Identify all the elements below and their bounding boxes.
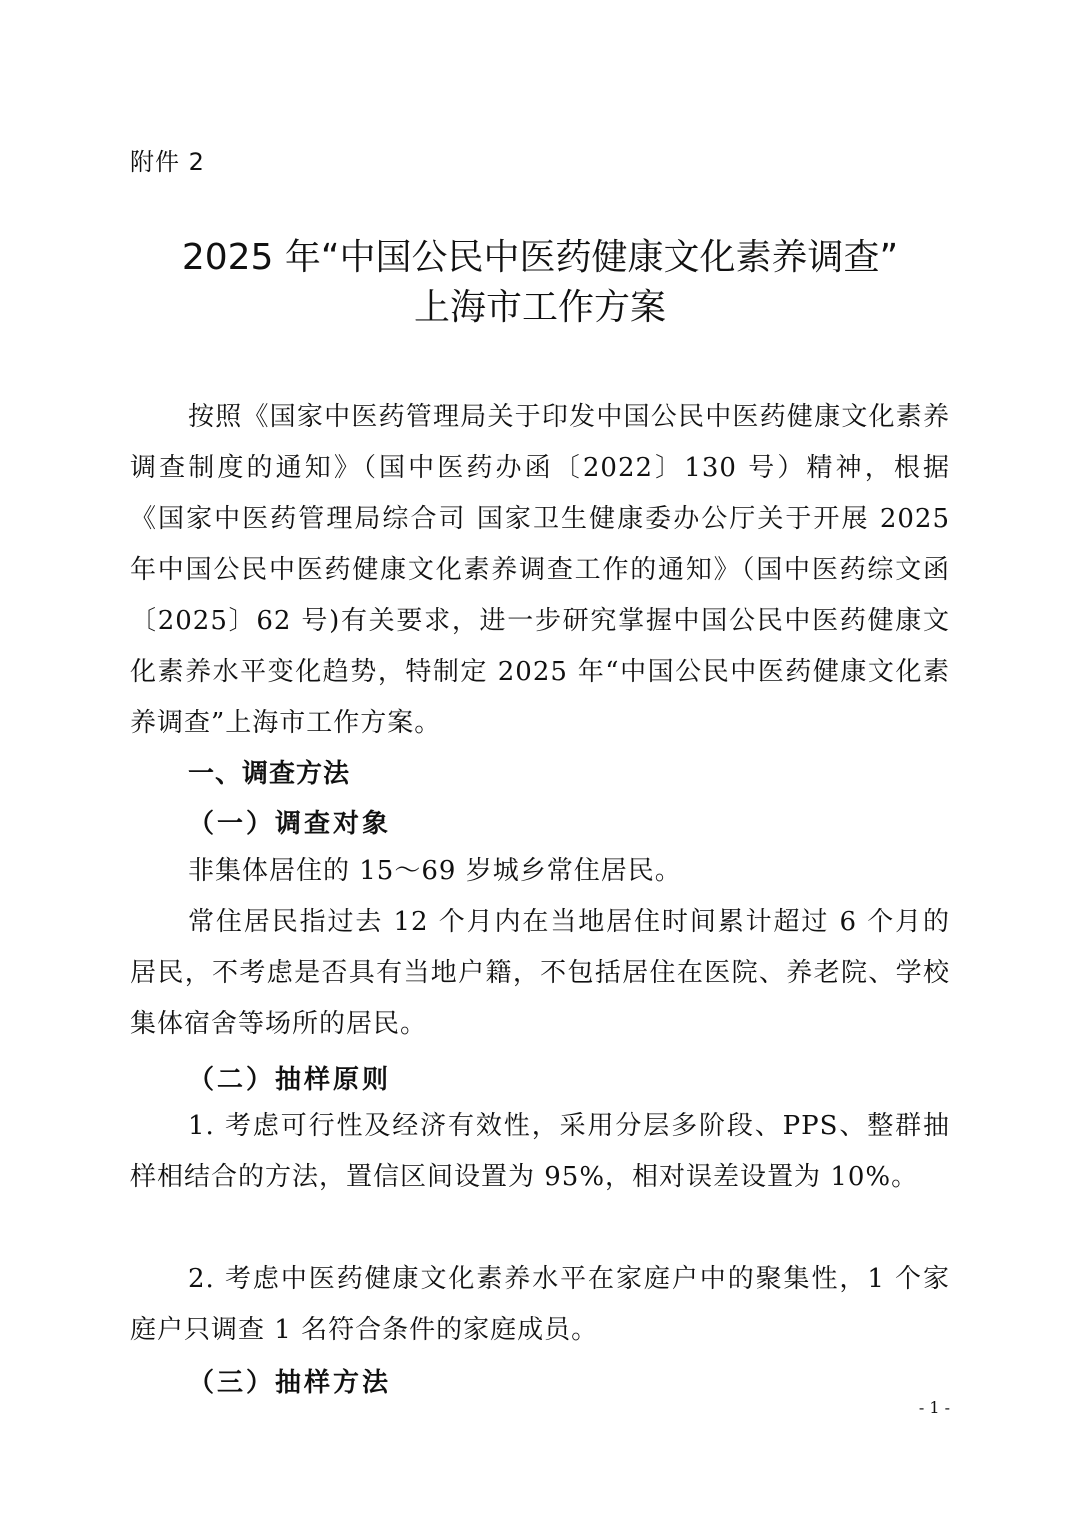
intro-paragraph: [130, 392, 950, 749]
subsection-1-para-1-text: 非集体居住的 15～69 岁城乡常住居民。: [188, 856, 682, 886]
subsection-2-item-1: [130, 1101, 950, 1203]
attachment-label: 附件 2: [130, 148, 205, 176]
document-title-line2: 上海市工作方案: [413, 287, 666, 328]
subsection-3-heading: （三）抽样方法: [188, 1368, 392, 1398]
subsection-2-heading: （二）抽样原则: [188, 1065, 392, 1095]
section-1-heading: 一、调查方法: [188, 759, 351, 789]
subsection-1-para-2: [130, 897, 950, 1050]
subsection-1-para-2-text: 常住居民指过去 12 个月内在当地居住时间累计超过 6 个月的居民，不考虑是否具有当地户籍，不包括居住在医院、养老院、学校集体宿舍等场所的居民。: [130, 907, 950, 1039]
subsection-1-heading: （一）调查对象: [188, 809, 392, 839]
subsection-2-item-2-text: 2. 考虑中医药健康文化素养水平在家庭户中的聚集性，1 个家庭户只调查 1 名符合条件的家庭成员。: [130, 1264, 950, 1345]
document-title-line1: 2025 年“中国公民中医药健康文化素养调查”: [181, 237, 899, 278]
subsection-2-item-2: [130, 1254, 950, 1356]
page-number: - 1 -: [918, 1398, 950, 1417]
subsection-1-para-1: [130, 846, 950, 897]
intro-text: 按照《国家中医药管理局关于印发中国公民中医药健康文化素养调查制度的通知》（国中医药办函〔2022〕130 号）精神，根据《国家中医药管理局综合司 国家卫生健康委办公厅关于开展 2025 年中国公民中医药健康文化素养调查工作的通知》（国中医药综文函〔2025〕62 号)有关要求，进一步研究掌握中国公民中医药健康文化素养水平变化趋势，特制定 2025 年“中国公民中医药健康文化素养调查”上海市工作方案。: [130, 402, 950, 738]
subsection-2-item-1-text: 1. 考虑可行性及经济有效性，采用分层多阶段、PPS、整群抽样相结合的方法，置信区间设置为 95%，相对误差设置为 10%。: [130, 1111, 950, 1192]
